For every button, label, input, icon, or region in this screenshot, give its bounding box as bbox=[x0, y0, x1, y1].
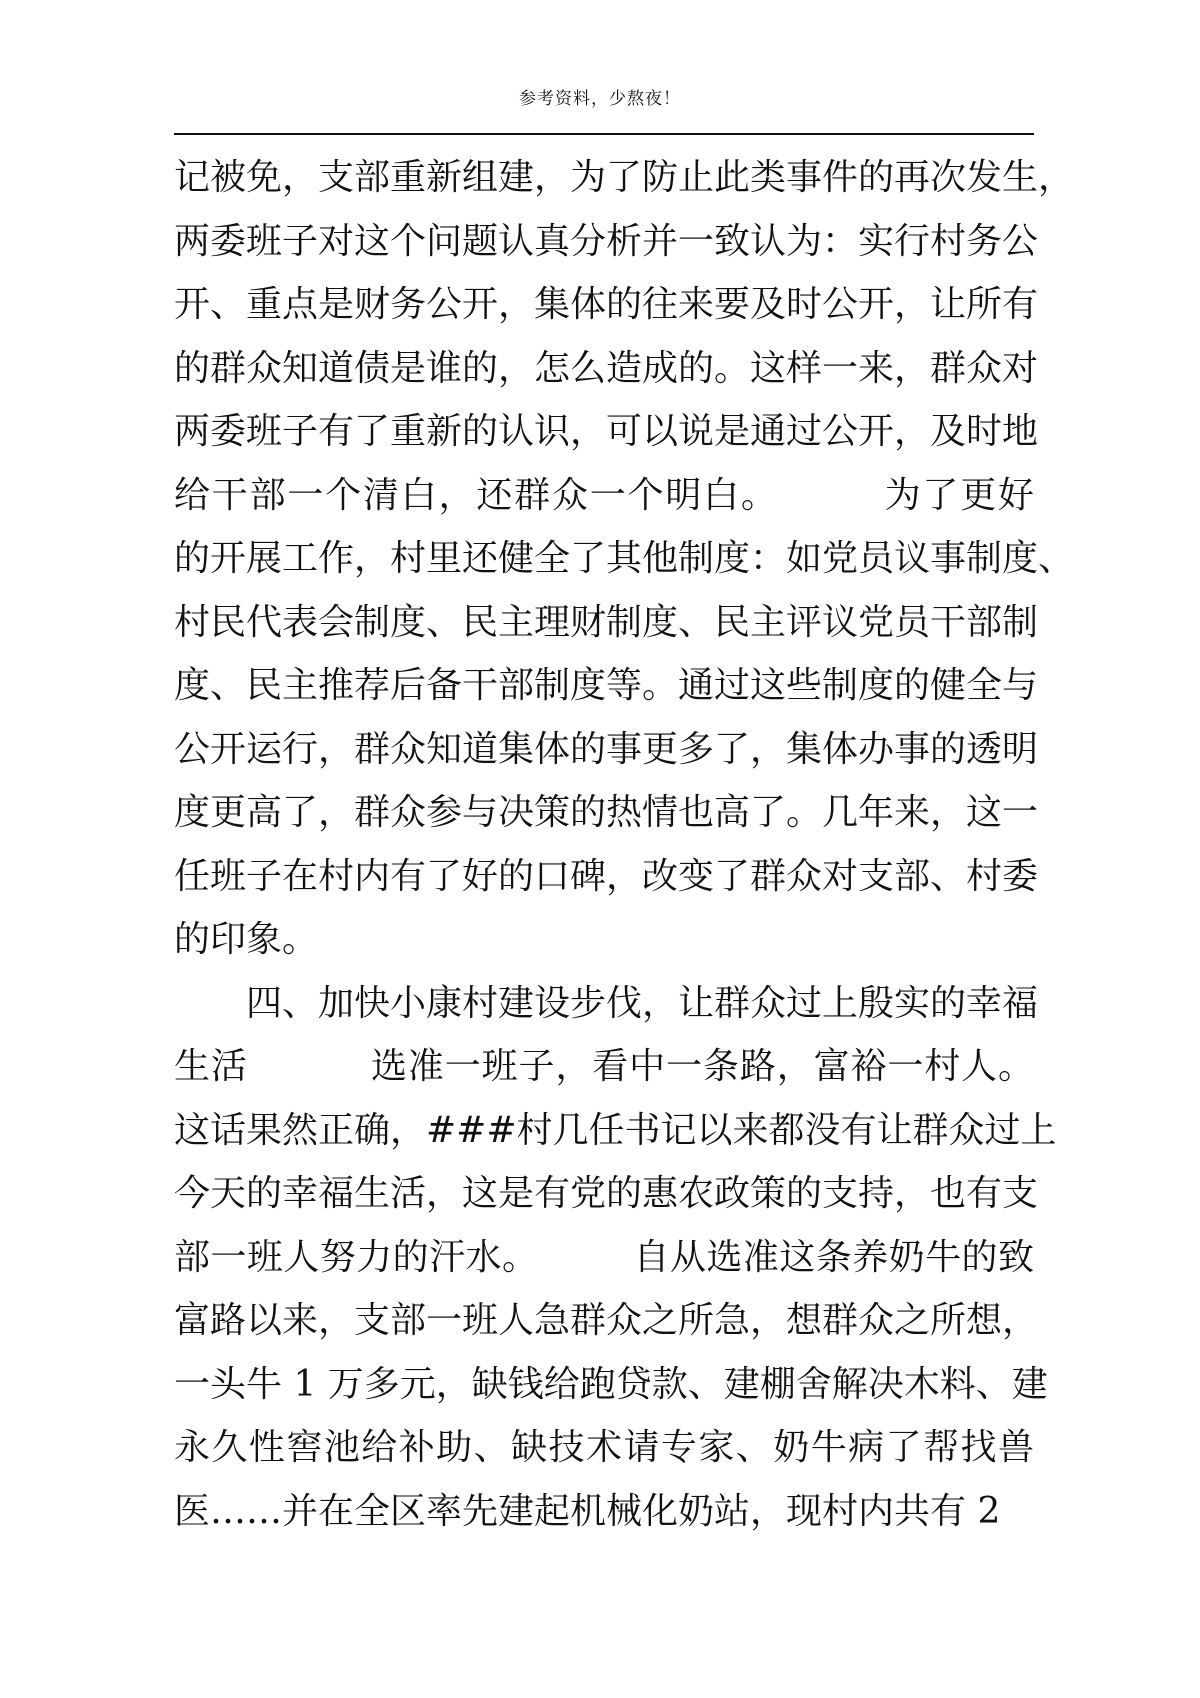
header-divider bbox=[174, 133, 1034, 135]
page-header: 参考资料，少熬夜！ bbox=[519, 89, 681, 109]
text-line: 一头牛 1 万多元，缺钱给跑贷款、建棚舍解决木料、建 bbox=[174, 1363, 1048, 1405]
text-line: 医……并在全区率先建起机械化奶站，现村内共有 2 bbox=[174, 1490, 1001, 1532]
text-line: 部一班人努力的汗水。 自从选准这条养奶牛的致 bbox=[174, 1236, 1034, 1278]
section-heading-line: 四、加快小康村建设步伐，让群众过上殷实的幸福 bbox=[246, 982, 1039, 1024]
text-line: 记被免，支部重新组建，为了防止此类事件的再次发生， bbox=[174, 157, 1075, 198]
body-text bbox=[174, 146, 1075, 1543]
text-line: 今天的幸福生活，这是有党的惠农政策的支持，也有支 bbox=[174, 1173, 1039, 1214]
text-line: 富路以来，支部一班人急群众之所急，想群众之所想， bbox=[174, 1300, 1039, 1341]
text-line: 的开展工作，村里还健全了其他制度：如党员议事制度、 bbox=[174, 538, 1075, 579]
text-line: 的群众知道债是谁的，怎么造成的。这样一来，群众对 bbox=[174, 347, 1039, 389]
text-line: 永久性窖池给补助、缺技术请专家、奶牛病了帮找兽 bbox=[174, 1427, 1034, 1468]
text-line: 给干部一个清白，还群众一个明白。 为了更好 bbox=[174, 474, 1034, 516]
text-line: 公开运行，群众知道集体的事更多了，集体办事的透明 bbox=[174, 728, 1039, 770]
text-line: 生活 选准一班子，看中一条路，富裕一村人。 bbox=[174, 1046, 1034, 1087]
text-line: 度更高了，群众参与决策的热情也高了。几年来，这一 bbox=[174, 792, 1039, 833]
text-line: 任班子在村内有了好的口碑，改变了群众对支部、村委 bbox=[174, 855, 1039, 897]
text-line: 村民代表会制度、民主理财制度、民主评议党员干部制 bbox=[174, 601, 1039, 643]
text-line: 开、重点是财务公开，集体的往来要及时公开，让所有 bbox=[174, 284, 1039, 325]
text-line: 两委班子有了重新的认识，可以说是通过公开，及时地 bbox=[174, 411, 1039, 452]
text-line: 的印象。 bbox=[174, 919, 319, 960]
text-line: 度、民主推荐后备干部制度等。通过这些制度的健全与 bbox=[174, 665, 1039, 706]
text-line: 这话果然正确，###村几任书记以来都没有让群众过上 bbox=[174, 1109, 1057, 1151]
text-line: 两委班子对这个问题认真分析并一致认为：实行村务公 bbox=[174, 220, 1039, 262]
